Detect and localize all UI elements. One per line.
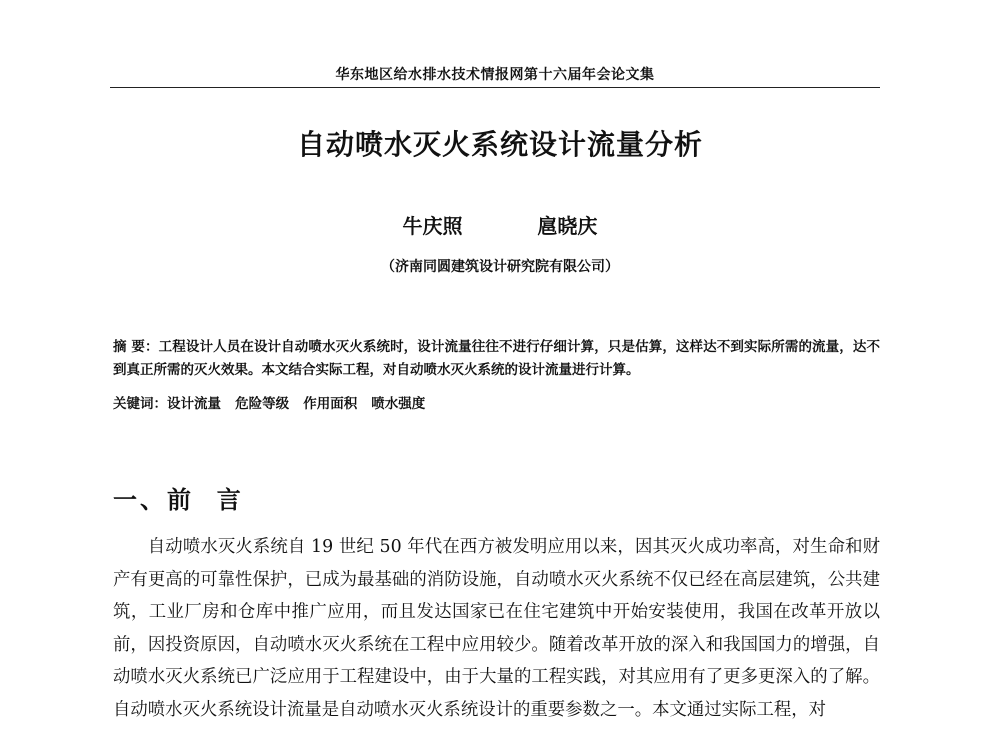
- abstract: [113, 336, 880, 382]
- abstract-label: 摘 要：: [113, 339, 159, 355]
- paper-affiliation: （济南同圆建筑设计研究院有限公司）: [381, 259, 619, 275]
- running-header: 华东地区给水排水技术情报网第十六届年会论文集: [335, 67, 655, 83]
- introduction-paragraph: 自动喷水灭火系统自 19 世纪 50 年代在西方被发明应用以来，因其灭火成功率高，对生命和财产有更高的可靠性保护，已成为最基础的消防设施，自动喷水灭火系统不仅已经在高层建筑，公共建筑，工业厂房和仓库中推广应用，而且发达国家已在住宅建筑中开始安装使用，我国在改革开放以前，因投资原因，自动喷水灭火系统在工程中应用较少。随着改革开放的深入和我国国力的增强，自动喷水灭火系统已广泛应用于工程建设中，由于大量的工程实践，对其应用有了更多更深入的了解。自动喷水灭火系统设计流量是自动喷水灭火系统设计的重要参数之一。本文通过实际工程，对: [113, 537, 880, 720]
- section-heading-introduction: 一、前 言: [113, 486, 244, 514]
- keywords: [113, 392, 880, 412]
- header-divider: [110, 87, 880, 88]
- paper-authors: 牛庆照 扈晓庆: [402, 214, 598, 238]
- paper-title: 自动喷水灭火系统设计流量分析: [296, 128, 703, 161]
- abstract-text: 工程设计人员在设计自动喷水灭火系统时，设计流量往往不进行仔细计算，只是估算，这样达不到实际所需的流量，达不到真正所需的灭火效果。本文结合实际工程，对自动喷水灭火系统的设计流量进行计算。: [113, 339, 881, 378]
- keywords-text: 设计流量 危险等级 作用面积 喷水强度: [167, 396, 426, 412]
- keywords-label: 关键词：: [113, 396, 167, 412]
